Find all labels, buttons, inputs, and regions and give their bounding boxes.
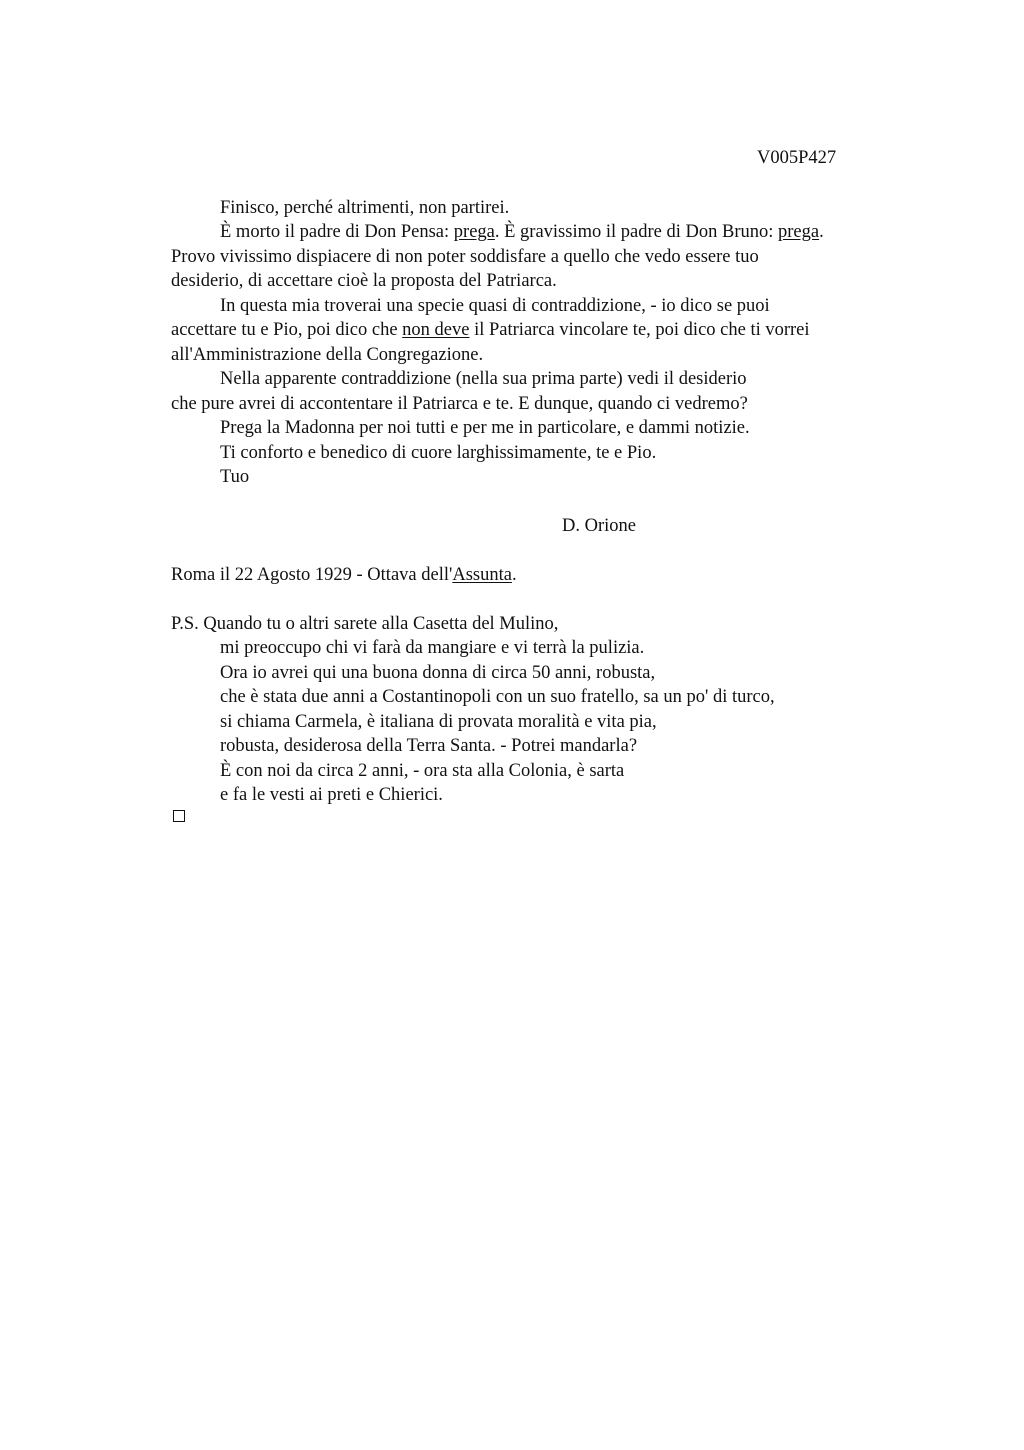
dateline bbox=[171, 563, 517, 587]
closing-tuo: Tuo bbox=[220, 467, 250, 487]
page-code: V005P427 bbox=[757, 148, 837, 168]
paragraph-apparente-line1: Nella apparente contraddizione (nella sua prima parte) vedi il desiderio bbox=[220, 369, 747, 389]
paragraph-finisco: Finisco, perché altrimenti, non partirei. bbox=[220, 198, 510, 218]
paragraph-contraddizione-line1: In questa mia troverai una specie quasi di contraddizione, - io dico se puoi bbox=[220, 296, 770, 316]
underlined-prega: prega bbox=[778, 222, 820, 242]
empty-square-glyph bbox=[173, 810, 185, 822]
text-segment: Roma il 22 Agosto 1929 - Ottava dell' bbox=[171, 565, 453, 585]
paragraph-apparente-line2: che pure avrei di accontentare il Patriarca e te. E dunque, quando ci vedremo? bbox=[171, 394, 748, 414]
text-segment: È morto il padre di Don Pensa: bbox=[220, 222, 454, 242]
postscript-line1: P.S. Quando tu o altri sarete alla Casetta del Mulino, bbox=[171, 614, 559, 634]
underlined-non-deve: non deve bbox=[402, 320, 470, 340]
text-segment: . bbox=[511, 565, 517, 585]
postscript-line5: si chiama Carmela, è italiana di provata moralità e vita pia, bbox=[220, 712, 657, 732]
paragraph-prega-madonna: Prega la Madonna per noi tutti e per me in particolare, e dammi notizie. bbox=[220, 418, 750, 438]
paragraph-morto-line3: desiderio, di accettare cioè la proposta del Patriarca. bbox=[171, 271, 557, 291]
text-segment: . bbox=[819, 222, 824, 242]
postscript-line3: Ora io avrei qui una buona donna di circa 50 anni, robusta, bbox=[220, 663, 656, 683]
text-segment: il Patriarca vincolare te, poi dico che ti vorrei bbox=[469, 320, 810, 340]
postscript-line2: mi preoccupo chi vi farà da mangiare e vi terrà la pulizia. bbox=[220, 638, 645, 658]
paragraph-contraddizione-line2 bbox=[171, 318, 810, 342]
text-segment: accettare tu e Pio, poi dico che bbox=[171, 320, 403, 340]
postscript-line8: e fa le vesti ai preti e Chierici. bbox=[220, 785, 443, 805]
paragraph-conforto: Ti conforto e benedico di cuore larghissimamente, te e Pio. bbox=[220, 443, 657, 463]
underlined-assunta: Assunta bbox=[452, 565, 512, 585]
paragraph-morto-line1 bbox=[220, 220, 824, 244]
signature: D. Orione bbox=[562, 516, 636, 536]
text-segment: . È gravissimo il padre di Don Bruno: bbox=[494, 222, 778, 242]
underlined-prega: prega bbox=[453, 222, 495, 242]
postscript-line6: robusta, desiderosa della Terra Santa. - Potrei mandarla? bbox=[220, 736, 638, 756]
paragraph-morto-line2: Provo vivissimo dispiacere di non poter soddisfare a quello che vedo essere tuo bbox=[171, 247, 759, 267]
postscript-line7: È con noi da circa 2 anni, - ora sta alla Colonia, è sarta bbox=[220, 761, 625, 781]
postscript-line4: che è stata due anni a Costantinopoli con un suo fratello, sa un po' di turco, bbox=[220, 687, 775, 707]
paragraph-contraddizione-line3: all'Amministrazione della Congregazione. bbox=[171, 345, 484, 365]
